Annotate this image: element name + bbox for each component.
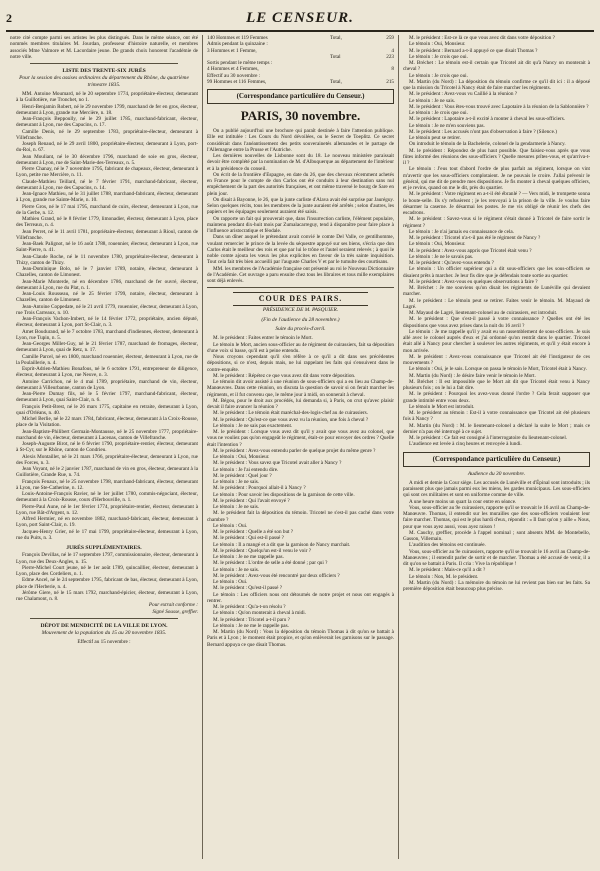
juror-entry: Jean-Louis Rousseau, né le 25 février 1799, notaire, électeur, demeurant à Chazelles, canton de Limonest. [16, 291, 198, 304]
certification: Pour extrait conforme : [148, 602, 198, 609]
juror-entry: Jean-François Vachon-Imbert, né le 14 février 1772, propriétaire, ancien député, électeur, demeurant à Lyon, port St-Clair, n. 3. [16, 316, 198, 329]
transcript-line: M. le président : Qu'a-t-on résolu ? [213, 604, 286, 611]
juror-entry: Alfred Hermier, né en novembre 1802, marchand-fabricant, électeur, demeurant à Lyon, port Saint-Clair, n. 19. [16, 516, 198, 529]
juror-entry: Esprit-Adrien-Mathieu Bonafous, né le 6 octobre 1791, entrepreneur de diligence, électeur, demeurant à Lyon, rue Neuve, n. 3. [16, 366, 198, 379]
juror-entry: Amet Boudurand, né le 7 octobre 1783, marchand d'indiennes, électeur, demeurant à Lyon, rue Tupin, n. 5. [16, 328, 198, 341]
transcript-line: M. le président au témoin : Est-il à votre connaissance que Tricotel ait été plusieurs fois à Nancy ? [403, 410, 590, 423]
transcript-line: Le témoin : Oui, je le sais. Lorsque on passa le témoin le Mort, Tricotel était à Nancy. [409, 366, 587, 373]
audience-paragraph: A midi et demie la Cour siège. Les accusés de Lunéville et d'Épinal sont introduits ; ils paraissent plus que jamais parmi eux les miens, les gardes municipaux. Les sous-officiers qui sont ces militaires et sont en uniforme comme de ville. [403, 479, 590, 499]
transcript-line: M. le président : Qu'est-il passé ? [213, 585, 283, 592]
juror-entry: Jean-Baptiste-Philibert Germain-Montausse, né le 25 novembre 1777, propriétaire-marchand de vin, électeur, demeurant à Lacenas, canton de Villefranche. [16, 428, 198, 441]
transcript-line: M. le président : Répétez ce que vous avez dit dans votre déposition. [213, 372, 356, 379]
transcript-line: M. le président : Qu'est-ce que vous avez vu la réunion, une fois à cheval ? [213, 416, 369, 423]
transcript-line: Le témoin : Je crois que oui. [409, 72, 468, 79]
stat-value: 223 [386, 53, 394, 60]
news-paragraph: MM. les membres de l'Académie française ont présenté au roi le Nouveau Dictionnaire de l'Académie. Cet ouvrage a paru ensuite chez tous les libraires et tous mille exemplaires sont déjà enlevés. [207, 265, 394, 284]
intro-text [10, 35, 198, 60]
audience-paragraph: M. Martin (du Nord) : La mémoire du témoin ne lui revient pas bien sur les faits. Sa première déposition était beaucoup plus précise. [403, 579, 590, 593]
stat-label: 99 Hommes et 116 Femmes, [207, 78, 267, 85]
correspondence-banner: (Correspondance particulière du Censeur.) [207, 89, 394, 104]
stat-value: 215 [386, 78, 394, 85]
supplementary-jurors-list [10, 552, 198, 602]
juror-entry: Jean Perret, né le 11 avril 1781, propriétaire-électeur, demeurant à Rioul, canton de Villefranche. [16, 228, 198, 241]
audience-paragraph: L'audition des témoins est continuée. [409, 542, 486, 549]
transcript-line: Le témoin : Je ne sais pas exactement. [213, 422, 293, 429]
transcript-line: M. Bréchet : Je me souviens qu'on disait les régiments de Lunéville qui devaient marcher. [403, 285, 590, 298]
columns [6, 35, 594, 859]
transcript-line: Le témoin : Je ne sais. [213, 504, 260, 511]
news-paragraph: On disait à Bayonne, le 26, que la junte carliste d'Alava avait été surprise par Jauréguy. Selon quelques récits, tous les membres de la junte auraient été arrêtés ; selon d'autres, les papiers et les équipages seulement auraient été saisis. [207, 196, 394, 216]
transcript-line: M. le président : Tricotel n'a-t-il pas été le régiment de Nancy ? [409, 235, 541, 241]
transcript-line: Le témoin : Je me rappelle qu'il y avait eu un rassemblement de sous-officiers. Je suis allé avec le colonel auprès d'eux et j'ai ordonné qu'on rentrât dans le quartier. Tricotel était allé à Nancy pour chercher à soulever les autres régiments, et qu'il y était encore à mon arrivée. [403, 328, 590, 354]
juror-entry: Jean-Claude Roche, né le 11 novembre 1780, propriétaire-électeur, demeurant à Thizy, canton de Thizy. [16, 253, 198, 266]
stat-total-label: Total [330, 53, 341, 60]
stat-label: Admis pendant la quinzaine : [207, 41, 268, 48]
supplementary-juror-entry: Jérôme Giere, né le 15 mars 1792, marchand-épicier, électeur, demeurant à Lyon, rue Chalamont, n. 8. [16, 589, 198, 603]
population-stats [207, 35, 394, 85]
stat-label: Effectif au 30 novembre : [207, 72, 261, 79]
transcript-line: M. Martin (du Nord) : Je désire faire venir le témoin le Mort. [409, 372, 536, 379]
news-paragraph: On écrit de la frontière d'Espagne, en date du 26, que des chevaux récemment achetés en France pour le compte de don Carlos ont été conduits à leur destination sans nul empêchement de la part des autorités françaises, et ont même traversé le bourg de Sare en plein jour. [207, 171, 394, 197]
jury-list-subtitle: Pour la session des assises ordinaires du département du Rhône, du quatrième trimestre 1835. [19, 75, 189, 88]
divider [30, 63, 178, 64]
transcript-line: M. le président : Quel jour ? [213, 472, 272, 479]
transcript-line: M. Martin (du Nord) : M. le lieutenant-colonel a déclaré la suite le Mort ; mais ce dernier n'a pas été interrogé à ce sujet. [403, 422, 590, 435]
juror-entry: Jean-Pierre Dumay fils, né le 5 février 1797, marchand-fabricant, électeur, demeurant à Lyon, quai Saint-Clair, n. 6. [16, 391, 198, 404]
audience-subtitle: Audience du 30 novembre. [467, 470, 526, 477]
trial-transcript-continued [403, 35, 590, 448]
depot-title: DÉPOT DE MENDICITÉ DE LA VILLE DE LYON. [40, 622, 168, 629]
page-number: 2 [6, 10, 12, 25]
transcript-line: M. le président : Avez-vous entendu parler de quelque projet du même genre ? [213, 447, 376, 454]
transcript-line: M. le président : Le témoin était maréchal-des-logis-chef au 4e cuirassiers. [213, 410, 368, 417]
transcript-line: Le témoin le Mort est introduit. [409, 403, 475, 410]
page-header [6, 6, 594, 32]
supplementary-juror-entry: François Devillas, né le 17 septembre 1797, commissionnaire, électeur, demeurant à Lyon, rue des Deux-Angles, n. 15. [16, 552, 198, 565]
juror-entry: Henri-Benjamin Robert, né le 29 novembre 1799, marchand de fer en gros, électeur, demeurant à Lyon, grande rue Mercière, n. 18. [16, 103, 198, 116]
transcript-line: Le témoin dit avoir assisté à une réunion de sous-officiers qui a eu lieu au Champ-de-Manœuvres. Dans cette réunion, on discuta la question de savoir si on ferait marcher les régiments, et il fut convenu que, le même jour à midi, on sonnerait à cheval. [207, 379, 394, 398]
transcript-line: M. le président : Est-ce là ce que vous avez dit dans votre déposition ? [409, 35, 555, 41]
juror-entry: Jacques-Henry Grier, né le 17 mai 1799, propriétaire-électeur, demeurant à Lyon, rue du Puits, n. 3. [16, 528, 198, 541]
juror-entry: Jean-Ignace Mathieu, né le 31 juillet 1788, marchand-fabricant, électeur, demeurant à Lyon, grande rue Sainte-Marie, n. 10. [16, 191, 198, 204]
juror-entry: Pierre Chanay, né le 7 novembre 1795, fabricant de chapeaux, électeur, demeurant à Lyon, petite rue Mercière, n. 11. [16, 166, 198, 179]
transcript-line: Le témoin : Je ne me le rappelle pas. [213, 622, 289, 629]
audience-paragraph: A une heure moins un quart la cour entre en séance. [409, 498, 517, 505]
transcript-line: Le témoin : Je ne sais. [409, 97, 456, 104]
transcript-line: M. le président : Votre régiment en a-t-il été ébranlé ? — Vers midi, le trompette sonna le boute-selle. Ils s'y refusèrent ; je les renvoyai à la prison de la ville. Je voulus faire désarmer la caserne. Je désarmai les postes. Je me vis obligé de réunir les chefs des escadrons. [403, 191, 590, 216]
audience-paragraph: Vous, sous-officier au 9e cuirassiers, rapporte qu'il se trouvait le 16 avril au Champ-de-Manœuvres ; il entendit parler de sortir et de marcher. Thomas a été accusé de venir, il a dit qu'on se battait à Paris. Il cria : Vive la république ! [403, 548, 590, 568]
transcript-line: L'audience est levée à cinq heures et renvoyée à lundi. [409, 441, 522, 448]
supplementary-juror-entry: Pierre-Michel Court jeune, né le 1er août 1789, quincaillier, électeur, demeurant à Lyon, place des Cordeliers, n. 1. [16, 564, 198, 578]
transcript-line: Le témoin : Oui. [213, 579, 248, 586]
column-2 [202, 35, 398, 859]
juror-entry: Jean Mouliant, né le 30 décembre 1796, marchand de soie en gros, électeur, demeurant à Lyon, rue de Saint-Marie-des-Terreaux, n. 5. [16, 153, 198, 166]
cour-audience: (Fin de l'audience du 28 novembre.) [261, 316, 340, 323]
transcript-line: M. le président : Pourquoi allait-il à Nancy ? [213, 485, 306, 492]
transcript-line: On introduit le témoin de la Bachelerie, colonel de la gendarmerie à Nancy. [409, 141, 566, 148]
transcript-line: M. le président : Avez-vous été rencontré par deux officiers ? [213, 572, 340, 579]
cour-proces: Suite du procès-d'avril. [275, 326, 326, 333]
juror-entry: Pierre Gros, né le 17 mai 1795, marchand de cuirs, électeur, demeurant à Lyon, rue de la Gerbe, n. 12. [16, 203, 198, 216]
cour-presidence: PRÉSIDENCE DE M. PASQUIER. [262, 307, 339, 314]
stat-value: 8 [391, 66, 394, 73]
juror-entry: Jean-Georges Millet-Guy, né le 21 février 1787, marchand de fromages, électeur, demeurant à Lyon, quai de Retz, n. 17. [16, 341, 198, 354]
stat-label: 4 Hommes et 4 Femmes, [207, 66, 259, 73]
juror-entry: Joseph Renaud, né le 29 avril 1800, propriétaire-électeur, demeurant à Lyon, port-du-Roi, n. 67. [16, 141, 198, 154]
transcript-line: M. le président : Qui l'avait envoyé ? [213, 497, 290, 504]
transcript-line: Le témoin : Oui, Monsieur. [409, 41, 466, 48]
transcript-line: M. le président : Vous savez que Tricotel avait aller à Nancy ? [213, 460, 342, 467]
divider [30, 618, 178, 619]
transcript-line: Nous croyons cependant qu'il s'en réfère à ce qu'il a dit dans ses précédentes dépositions, si ce n'est, depuis mais, ne lui rappelant les faits qui s'ensuivent dans le contre-enquête. [207, 354, 394, 373]
juror-entry: Jean-Dominique Bolo, né le 7 janvier 1789, notaire, électeur, demeurant à Chazelles, canton de Limonest. [16, 266, 198, 279]
audience-paragraph: M. Cauchy, greffier, procède à l'appel nominal ; sont absents MM. de Montebello, Gasson, Villemain. [403, 529, 590, 543]
transcript-line: M. le président : Tricotel a-t-il paru ? [213, 616, 290, 623]
transcript-line: M. Bréchet : Il est impossible que le Mort ait dit que Tricotel était venu à Nancy plusieurs fois ; on le lui a fait dire. [403, 378, 590, 391]
transcript-line: M. le président : Ce fait est consigné à l'interrogatoire du lieutenant-colonel. [409, 435, 568, 441]
transcript-line: M. Mayaud de Lagré, lieutenant-colonel au 4e cuirassiers, est introduit. [409, 310, 558, 316]
news-paragraph: On rapporte un fait qui prouverait que, dans l'insurrection carliste, l'élément populaire, maintenu pendant dix-huit mois par Zumalacarreguy, tend à disparaître pour faire place à l'influence aristocratique et féodale. [207, 215, 394, 234]
juror-entry: Jean-Marie Monterde, né en décembre 1786, marchand de fer ouvré, électeur, demeurant à Lyon, rue du Plat, n. 1. [16, 278, 198, 291]
juror-entry: François Petit-Brest, né le 26 mars 1775, capitaine en retraite, demeurant à Lyon, quai d'Orléans, n. 40. [16, 403, 198, 416]
transcript-line: M. le président : Avez-vous appris que Tricotel était venu ? [409, 247, 532, 254]
transcript-line: M. Bréchet : Le témoin est-il certain que Tricotel ait dit qu'à Nancy on monterait à cheval ? [403, 60, 590, 73]
transcript-line: M. le président : Bernard a-t-il appuyé ce que disait Thomas ? [409, 47, 538, 54]
transcript-line: Le témoin : Oui, Monsieur. [409, 241, 466, 248]
transcript-line: Le témoin le Mort, ancien sous-officier au 4e régiment de cuirassiers, fait sa déposition d'une voix si basse, qu'il est à peine entendu. [207, 341, 394, 354]
correspondence-banner-2: (Correspondance particulière du Censeur.) [403, 452, 590, 467]
paris-dateline: PARIS, 30 novembre. [240, 108, 361, 123]
transcript-line: Le témoin : Je crois que oui. [409, 110, 468, 116]
newspaper-page [6, 6, 594, 859]
news-paragraph: Dans un dîner auquel le prétendant avait convié le comte Del Valle, ce gentilhomme, voulant remercier le prince de la levée du séquestre appuyé sur ses biens, s'écria que don Carlos était le meilleur des rois et que par lui le trône et l'autel seraient relevés ; à quoi le noble comte ajouta les vœux les plus explicites en faveur de la très sainte inquisition. Tout cela fait très bien accueilli par l'auguste Charles V et par le tumulte des courtisans. [207, 234, 394, 266]
transcript-line: M. Bégou, pour le droit aux procédés, lui demanda si, à Paris, on crut qu'avec plaisir devait il faire avancer la réunion ? [207, 397, 394, 411]
transcript-line: Le témoin : Je ne le savais pas. [409, 253, 474, 260]
transcript-line: Le témoin : Je ne me rappelle pas. [213, 554, 284, 561]
news-paragraph: Les dernières nouvelles de Lisbonne sont du 18. Le nouveau ministère paraissait devoir être complété par la nomination de M. d'Albuquerque au département de l'intérieur et à la présidence du conseil. [207, 153, 394, 172]
juror-entry: Louis-Antoine-François Ravier, né le 1er juillet 1780, commis-négociant, électeur, demeurant à la Croix-Rousse, cours d'Herbouville, n. 1. [16, 491, 198, 504]
stat-total-label: Total, [330, 78, 342, 85]
juror-entry: François Fenaux, né le 25 novembre 1798, marchand-fabricant, électeur, demeurant à Lyon, rue Ste-Catherine, n. 12. [16, 478, 198, 491]
column-3 [398, 35, 594, 859]
juror-entry: Claude-Mathieu Teillard, né le 7 février 1791, marchand-fabricant, électeur, demeurant à Lyon, rue des Capucins, n. 14. [16, 178, 198, 191]
stat-label: 3 Hommes et 1 Femme, [207, 47, 257, 54]
supplementary-jurors-title: JURÉS SUPPLÉMENTAIRES. [66, 545, 142, 552]
juror-entry: Joseph-Auguste Birot, né le 6 février 1790, propriétaire-rentier, électeur, demeurant à St-Cyr, sur le Rhône, canton de Condrieu. [16, 441, 198, 454]
jury-list [10, 91, 198, 541]
transcript-line: Le témoin : Je n'ai jamais eu connaissance de cela. [409, 228, 514, 235]
signature: Signé Sousse, greffier. [152, 608, 198, 615]
transcript-line: M. le président : Qu'avez-vous entendu ? [409, 260, 494, 266]
juror-entry: Mathieu Grand, né le 8 février 1779, limonadier, électeur, demeurant à Lyon, place des Terreaux, n. 4. [16, 216, 198, 229]
audience-paragraph: Le témoin : Non, M. le président. [409, 573, 479, 580]
transcript-line: M. Martin (du Nord) : La déposition du témoin confirme ce qu'il dit ici : il a déposé que la mission du Tricotel à Nancy était de faire marcher les régiments. [403, 78, 590, 91]
transcript-line: M. le président : Pourquoi les avez-vous donné l'ordre ? Cela ferait supposer que grande intimité entre vous deux. [403, 391, 590, 404]
transcript-line: M. le président : Avez-vous eu quelques observations à faire ? [409, 278, 538, 285]
juror-entry: Jean-François Beppoully, né le 29 juillet 1785, marchand-fabricant, électeur, demeurant à Lyon, rue des Capucins, n. 17. [16, 116, 198, 129]
transcript-line: M. Martin (du Nord) : Vous la déposition du témoin Thomas à dit qu'on se battait à Paris et à Lyon ; le moment était propice, et qu'on enlèverait les garnisons sur le passage. Bernard appuya ce que disait Thomas. [207, 629, 394, 648]
divider [207, 287, 394, 288]
transcript-line: Le témoin : Je crois que oui. [409, 53, 468, 60]
audience-report [403, 480, 590, 593]
jury-list-title: LISTE DES TRENTE-SIX JURÉS [62, 68, 146, 74]
transcript-line: Le témoin : Qu'on monterait à cheval à midi. [213, 610, 306, 617]
intro-paragraph: notre cité compte parmi ses artistes les plus distingués. Dans le même séance, ont été nommés membres titulaires M. Jourdan, professeur d'histoire naturelle, et membres associés Mme Valmore et M. Lacordaire jeune. De grands choix honorent l'académie de notre ville. [10, 35, 198, 60]
transcript-line: M. le président : Que s'est-il passé à votre connaissance ? Quelles ont été les dispositions que vous avez prises dans la nuit du 16 avril ? [403, 316, 590, 329]
masthead: LE CENSEUR. [246, 9, 354, 26]
stat-value: 4 [391, 47, 394, 54]
transcript-line: M. le président : Qui est-il passé ? [213, 535, 284, 542]
transcript-line: Le témoin : Je ne sais. [213, 479, 260, 486]
transcript-line: M. le président : Les accusés n'ont pas d'observation à faire ? (Silence.) [409, 128, 557, 135]
juror-entry: Camille Parcel, né en 1800, marchand rouennier, électeur, demeurant à Lyon, rue de la Poulaillerie, n. 4. [16, 353, 198, 366]
transcript-line: Le témoin : Les officiers nous ont détournés de notre projet et nous ont engagés à rentrer. [207, 591, 394, 604]
juror-entry: Michel Berlie, né le 22 mars 1784, fabricant, électeur, demeurant à la Croix-Rousse, place de la Visitation. [16, 416, 198, 429]
transcript-line: Le témoin : Il a mangé et a dit que la garnison de Nancy marchait. [213, 541, 351, 548]
stat-row [207, 79, 394, 85]
transcript-line: Le témoin : J'eus tout d'abord l'ordre de plus parfait au régiment, lorsque on vint m'avertir que les sous-officiers complotaient. Je ne pouvais le croire. J'allai prévenir le général, qui me dit de prendre mes dispositions. Je fis monter à cheval quelques officiers, et je revins, quand on me le dit, près du quartier. [403, 166, 590, 191]
transcript-line: M. le président : Quelle a été son but ? [213, 529, 294, 536]
juror-entry: Camille Denis, né le 29 septembre 1783, propriétaire-électeur, demeurant à Villefranche. [16, 128, 198, 141]
transcript-line: M. le président : L'ordre de selle a été donné ; par qui ? [213, 560, 328, 567]
transcript-line: M. le président : Répondez de plus haut possible. Que faisiez-vous après que vous fûtes informé des réunions des sous-officiers ? Quelle mesures prîtes-vous, et qu'arriva-t-il ? [403, 147, 590, 166]
news-paragraph: On a publié aujourd'hui une brochure qui paraît destinée à faire l'attention publique. Elle est intitulée : Les Cours du Nord dévoilées, ou le Secret de Toeplitz. Ce secret considérait dans l'anéantissement des petits souverainetés allemandes et le partage de l'Allemagne entre la Prusse et l'Autriche. [207, 128, 394, 153]
stat-total-label: Total, [330, 35, 342, 41]
juror-entry: Antoine Carrichon, né le 4 mai 1789, propriétaire, marchand de vin, électeur, demeurant à Villeurbanne, canton de Lyon. [16, 378, 198, 391]
transcript-line: Le témoin : Oui. [213, 522, 248, 529]
transcript-line: M. le président : Avez-vous connaissance que Tricotel ait été l'instigateur de ces mouvements ? [403, 353, 590, 366]
transcript-line: Le témoin : Je ne sais. [213, 566, 260, 573]
depot-first-line: Effectif au 15 novembre : [77, 639, 131, 646]
transcript-line: Le témoin : Oui, Monsieur. [213, 454, 270, 461]
juror-entry: Pierre-Paul Aune, né le 1er février 1774, propriétaire-rentier, électeur, demeurant à Lyon, rue Bât-d'Argent, n. 12. [16, 503, 198, 516]
transcript-line: Le témoin : Je ne m'en souviens pas. [409, 122, 485, 129]
stat-label: Sortis pendant le même temps : [207, 60, 273, 66]
transcript-line: M. le président fait la déposition du témoin. Tricotel ne s'est-il pas caché dans votre chambre ? [207, 510, 394, 523]
transcript-line: M. le président : Savez-vous si le régiment s'était donné à Tricotel de faire sortir le régiment ? [403, 216, 590, 229]
transcript-line: Le témoin : Pour savoir les dispositions de la garnison de cette ville. [213, 491, 355, 498]
transcript-line: M. le président : Le témoin peut se retirer. Faites venir le témoin. M. Mayaud de Lagré. [403, 297, 590, 310]
transcript-line: Le témoin : Je l'ai entendu dire. [213, 466, 279, 473]
juror-entry: Alexis Montaillet, né le 21 mars 1766, propriétaire-électeur, demeurant à Lyon, rue des Forces, n. 3. [16, 453, 198, 466]
transcript-line: Le témoin : Un officier supérieur qui a dit sous-officiers que les sous-officiers se disaient prêts à marcher. Je leur fis dire que je défendais toute sortie au quartier. [403, 266, 590, 279]
juror-entry: Jean-Baek Palignot, né le 16 août 1788, rouennier, électeur, demeurant à Lyon, rue Saint-Pierre, n. 41. [16, 241, 198, 254]
trial-transcript [207, 335, 394, 648]
paris-news [207, 128, 394, 284]
transcript-line: M. le président : Faites entrer le témoin le Mort. [213, 335, 313, 342]
audience-paragraph: M. le président : Mais-ce qu'il a dit ? [409, 567, 486, 574]
stat-label: 140 Hommes et 119 Femmes [207, 35, 268, 41]
transcript-line: M. le président : Vous êtes-vous trouvé avec Lapotaire à la réunion de la Sablonnière ? [409, 103, 589, 110]
supplementary-juror-entry: Edme Ancel, né le 24 septembre 1795, fabricant de bas, électeur, demeurant à Lyon, place de l'Herberie, n. 4. [16, 577, 198, 590]
juror-entry: MM. Antoine Moumard, né le 20 septembre 1774, propriétaire-électeur, demeurant à la Guillotière, rue Tronchet, no 1. [16, 91, 198, 104]
juror-entry: Jean Voyant, né le 2 janvier 1787, marchand de vin en gros, électeur, demeurant à la Guillotière, Grande Rue, n. 74. [16, 466, 198, 479]
audience-paragraph: Vous, sous-officier au 9e cuirassiers, rapporte qu'il se trouvait le 16 avril au Champ-de-Manœuvre. Thomas, il entendit sur les murailles que des sous-officiers voulaient leur faire marcher. Thomas, qui est le plus hardi d'eux, répondit : « Il faut qu'on y aille » Nous, pour que vous ayez aussi, vous ayez raison ! [403, 504, 590, 530]
transcript-line: M. le président : Quelqu'un est-il venu le voir ? [213, 547, 312, 554]
transcript-line: M. le président : Avez-vous vu Caillié à la réunion ? [409, 91, 518, 98]
transcript-line: M. le président : Lapotaire a-t-il excité à monter à cheval les sous-officiers. [409, 116, 566, 123]
column-1 [6, 35, 202, 859]
stat-value: 259 [386, 35, 394, 41]
transcript-line: M. le président : Lorsque vous avez dit qu'il y avait que vous avez au colonel, que vous ne vouliez pas qu'on engageât le régiment, était-ce pour envoyer des ordres ? Quelle était l'intention ? [207, 429, 394, 448]
cour-des-pairs-title: COUR DES PAIRS. [233, 292, 368, 306]
transcript-line: Le témoin peut se retirer. [409, 135, 461, 141]
juror-entry: Jean-Antoine Coppedate, né le 21 avril 1779, rouennier, électeur, demeurant à Lyon, rue Trois Carreaux, n. 10. [16, 303, 198, 316]
depot-subtitle: Mouvement de la population du 15 au 30 novembre 1835. [41, 630, 167, 637]
